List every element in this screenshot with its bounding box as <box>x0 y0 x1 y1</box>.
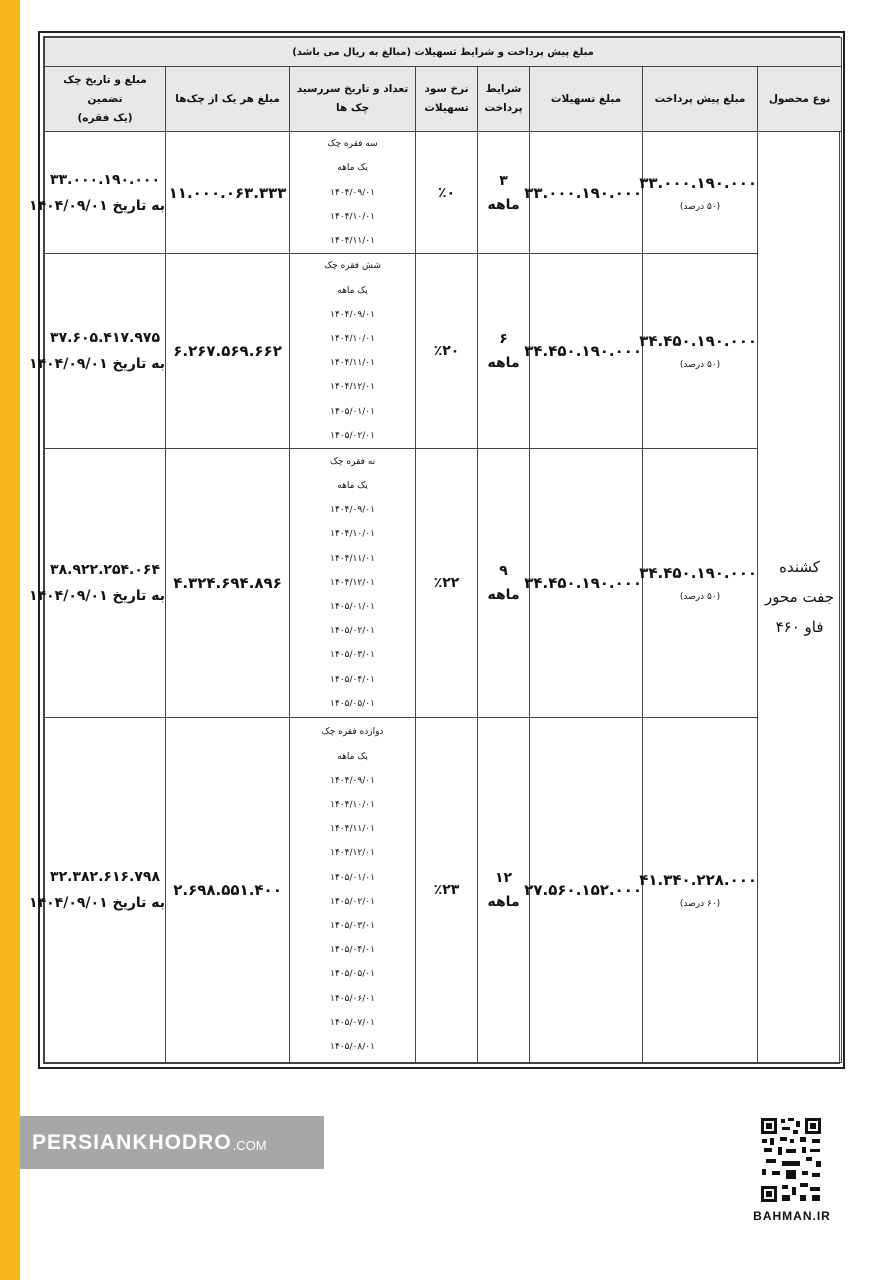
table-row <box>45 449 842 717</box>
installment-table <box>29 31 845 1069</box>
header-loan-amount: مبلغ تسهیلات <box>530 67 643 132</box>
header-product: نوع محصول <box>758 67 842 132</box>
per-check-amount-cell: ۲.۶۹۸.۵۵۱.۴۰۰ <box>166 717 290 1063</box>
checks-schedule-cell: دوازده فقره چک یک ماهه ۱۴۰۴/۰۹/۰۱ ۱۴۰۴/۱۰/۰۱ ۱۴۰۴/۱۱/۰۱ ۱۴۰۴/۱۲/۰۱ ۱۴۰۵/۰۱/۰۱ ۱۴۰۵/۰۲/۰۱ ۱۴۰۵/۰۳/۰۱ ۱۴۰۵/۰۴/۰۱ ۱۴۰۵/۰۵/۰۱ ۱۴۰۵/۰۶/۰۱ ۱۴۰۵/۰۷/۰۱ ۱۴۰۵/۰۸/۰۱ <box>290 717 416 1063</box>
qr-code-icon <box>760 1117 822 1203</box>
loan-amount-cell: ۳۳.۰۰۰.۱۹۰.۰۰۰ <box>530 132 643 254</box>
payment-terms-cell: ۹ ماهه <box>478 449 530 717</box>
header-row <box>45 67 842 132</box>
table-row <box>45 254 842 449</box>
header-payment-terms: شرایط پرداخت <box>478 67 530 132</box>
checks-schedule-cell: شش فقره چک یک ماهه ۱۴۰۴/۰۹/۰۱ ۱۴۰۴/۱۰/۰۱ ۱۴۰۴/۱۱/۰۱ ۱۴۰۴/۱۲/۰۱ ۱۴۰۵/۰۱/۰۱ ۱۴۰۵/۰۲/۰۱ <box>290 254 416 449</box>
down-payment-cell: ۴۱.۳۴۰.۲۲۸.۰۰۰ (۶۰ درصد) <box>643 717 758 1063</box>
interest-rate-cell: ٪۲۳ <box>416 717 478 1063</box>
table-title: مبلغ پیش پرداخت و شرایط تسهیلات (مبالغ به ریال می باشد) <box>45 38 842 67</box>
loan-amount-cell: ۳۴.۴۵۰.۱۹۰.۰۰۰ <box>530 254 643 449</box>
header-interest-rate: نرخ سود تسهیلات <box>416 67 478 132</box>
payment-terms-cell: ۳ ماهه <box>478 132 530 254</box>
loan-amount-cell: ۲۷.۵۶۰.۱۵۲.۰۰۰ <box>530 717 643 1063</box>
header-down-payment: مبلغ پیش پرداخت <box>643 67 758 132</box>
per-check-amount-cell: ۱۱.۰۰۰.۰۶۳.۳۳۳ <box>166 132 290 254</box>
loan-amount-cell: ۳۴.۴۵۰.۱۹۰.۰۰۰ <box>530 449 643 717</box>
brand-domain: .COM <box>232 1138 267 1153</box>
header-checks-schedule: تعداد و تاریخ سررسید چک ها <box>290 67 416 132</box>
interest-rate-cell: ٪۰ <box>416 132 478 254</box>
product-name: کشنده جفت محور فاو ۴۶۰ <box>758 132 842 1063</box>
guarantee-check-cell: ۳۸.۹۲۲.۲۵۴.۰۶۴ به تاریخ ۱۴۰۴/۰۹/۰۱ <box>45 449 166 717</box>
header-per-check-amount: مبلغ هر یک از چک‌ها <box>166 67 290 132</box>
per-check-amount-cell: ۶.۲۶۷.۵۶۹.۶۶۲ <box>166 254 290 449</box>
table-row <box>45 132 842 254</box>
checks-schedule-cell: نه فقره چک یک ماهه ۱۴۰۴/۰۹/۰۱ ۱۴۰۴/۱۰/۰۱ ۱۴۰۴/۱۱/۰۱ ۱۴۰۴/۱۲/۰۱ ۱۴۰۵/۰۱/۰۱ ۱۴۰۵/۰۲/۰۱ ۱۴۰۵/۰۳/۰۱ ۱۴۰۵/۰۴/۰۱ ۱۴۰۵/۰۵/۰۱ <box>290 449 416 717</box>
brand-name: PERSIANKHODRO <box>32 1130 232 1154</box>
qr-caption: BAHMAN.IR <box>753 1209 831 1223</box>
payment-terms-cell: ۶ ماهه <box>478 254 530 449</box>
header-guarantee-check: مبلغ و تاریخ چک تضمین (یک فقره) <box>45 67 166 132</box>
down-payment-cell: ۳۴.۴۵۰.۱۹۰.۰۰۰ (۵۰ درصد) <box>643 449 758 717</box>
down-payment-cell: ۳۳.۰۰۰.۱۹۰.۰۰۰ (۵۰ درصد) <box>643 132 758 254</box>
down-payment-cell: ۳۴.۴۵۰.۱۹۰.۰۰۰ (۵۰ درصد) <box>643 254 758 449</box>
guarantee-check-cell: ۳۳.۰۰۰.۱۹۰.۰۰۰ به تاریخ ۱۴۰۴/۰۹/۰۱ <box>45 132 166 254</box>
per-check-amount-cell: ۴.۳۲۴.۶۹۴.۸۹۶ <box>166 449 290 717</box>
checks-schedule-cell: سه فقره چک یک ماهه ۱۴۰۴/۰۹/۰۱ ۱۴۰۴/۱۰/۰۱ ۱۴۰۴/۱۱/۰۱ <box>290 132 416 254</box>
payment-terms-cell: ۱۲ ماهه <box>478 717 530 1063</box>
guarantee-check-cell: ۳۷.۶۰۵.۴۱۷.۹۷۵ به تاریخ ۱۴۰۴/۰۹/۰۱ <box>45 254 166 449</box>
guarantee-check-cell: ۳۲.۳۸۲.۶۱۶.۷۹۸ به تاریخ ۱۴۰۴/۰۹/۰۱ <box>45 717 166 1063</box>
accent-side-bar <box>0 0 20 1280</box>
interest-rate-cell: ٪۲۰ <box>416 254 478 449</box>
table-row <box>45 717 842 1063</box>
brand-watermark <box>20 1116 324 1169</box>
interest-rate-cell: ٪۲۲ <box>416 449 478 717</box>
